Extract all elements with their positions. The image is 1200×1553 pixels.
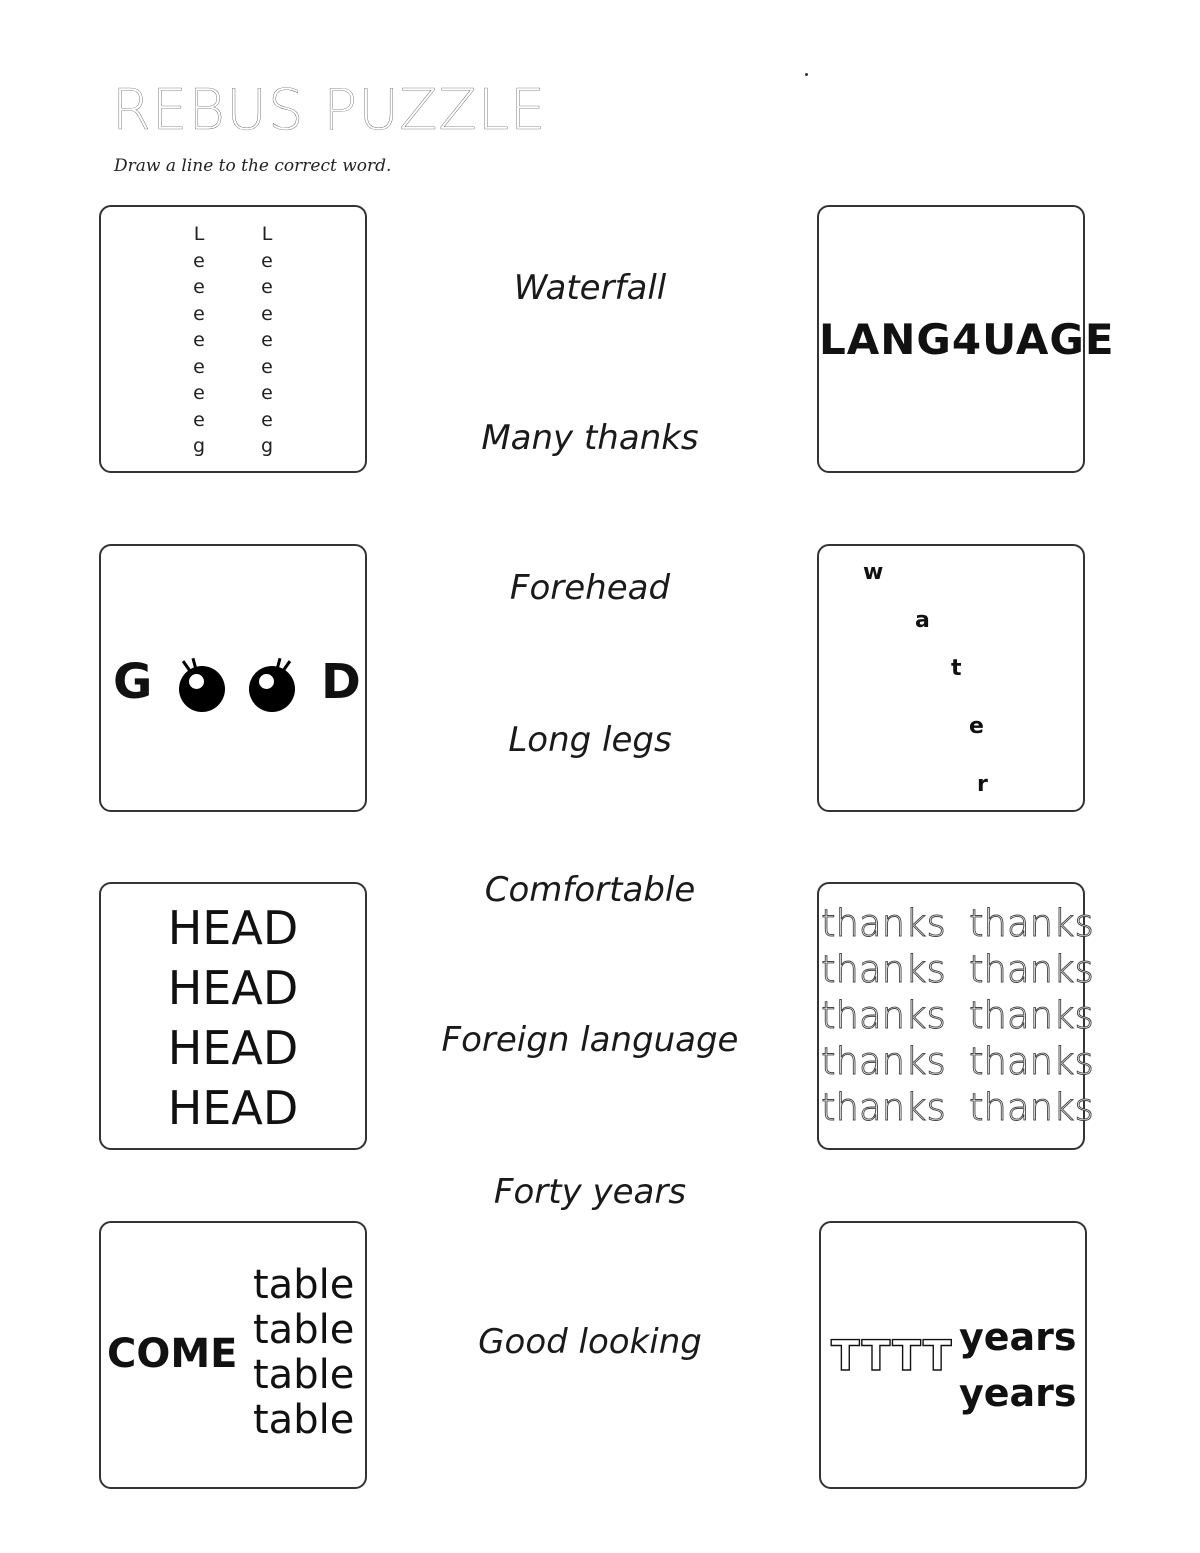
- column-letter: e: [261, 302, 273, 325]
- letter-a: a: [915, 608, 930, 633]
- column-letter: L: [261, 223, 273, 245]
- puzzle-box-good-looking: [99, 544, 367, 812]
- thanks-word: thanks: [821, 1086, 946, 1129]
- word-foreign-language[interactable]: Foreign language: [441, 1020, 739, 1060]
- word-comfortable[interactable]: Comfortable: [484, 870, 696, 910]
- eye-icon: [249, 666, 295, 712]
- tttt-text: TTTT: [831, 1331, 953, 1380]
- word-forehead[interactable]: Forehead: [509, 568, 671, 608]
- table-line: table: [253, 1307, 355, 1353]
- thanks-word: thanks: [821, 948, 946, 991]
- page-title: REBUS PUZZLE: [112, 78, 547, 143]
- thanks-word: thanks: [969, 902, 1094, 945]
- column-letter: e: [193, 302, 205, 325]
- good-looking-rebus: [101, 654, 365, 714]
- thanks-word: thanks: [969, 1086, 1094, 1129]
- column-letter: g: [261, 435, 274, 457]
- head-line: HEAD: [167, 961, 299, 1015]
- puzzle-box-long-legs: [99, 205, 367, 473]
- column-letter: e: [261, 276, 273, 298]
- column-letter: L: [193, 223, 205, 245]
- column-letter: e: [261, 249, 273, 272]
- column-letter: g: [193, 435, 206, 457]
- word-waterfall[interactable]: Waterfall: [513, 268, 667, 308]
- language-text: LANG4UAGE: [819, 315, 1115, 364]
- column-letter: e: [193, 382, 205, 404]
- thanks-word: thanks: [821, 1040, 946, 1083]
- word-many-thanks[interactable]: Many thanks: [481, 418, 699, 458]
- puzzle-box-language: [817, 205, 1115, 473]
- thanks-word: thanks: [969, 948, 1094, 991]
- puzzle-box-forehead: [99, 882, 367, 1150]
- letter-t: t: [951, 656, 962, 681]
- years-stack: [959, 1309, 1077, 1421]
- come-text: COME: [107, 1331, 238, 1377]
- letter-w: w: [863, 560, 884, 585]
- table-line: table: [253, 1352, 355, 1398]
- column-letter: e: [261, 408, 273, 431]
- column-letter: e: [193, 249, 205, 272]
- table-stack: [253, 1263, 354, 1443]
- word-forty-years[interactable]: Forty years: [493, 1172, 687, 1212]
- column-letter: e: [193, 276, 205, 298]
- head-line: HEAD: [167, 1081, 299, 1135]
- column-letter: e: [193, 329, 205, 351]
- letter-d: D: [321, 654, 361, 710]
- letter-column-right: [261, 221, 273, 460]
- word-long-legs[interactable]: Long legs: [508, 720, 672, 760]
- thanks-word: thanks: [821, 902, 946, 945]
- column-letter: e: [261, 382, 273, 404]
- column-letter: e: [261, 329, 273, 351]
- puzzle-box-comfortable: [99, 1221, 367, 1489]
- instruction-text: Draw a line to the correct word.: [114, 156, 392, 176]
- thanks-grid: [821, 902, 1094, 1129]
- letter-g: G: [113, 654, 153, 710]
- years-line: years: [959, 1315, 1077, 1359]
- thanks-word: thanks: [969, 994, 1094, 1037]
- puzzle-box-many-thanks: [817, 882, 1094, 1150]
- table-line: table: [253, 1397, 355, 1443]
- letter-e: e: [969, 714, 984, 739]
- head-stack: [101, 898, 365, 1138]
- stray-dot: [805, 73, 808, 76]
- puzzle-box-waterfall: [817, 544, 1085, 812]
- table-line: table: [253, 1262, 355, 1308]
- letter-r: r: [977, 772, 988, 797]
- puzzle-box-forty-years: [819, 1221, 1087, 1489]
- years-line: years: [959, 1371, 1077, 1415]
- thanks-word: thanks: [821, 994, 946, 1037]
- head-line: HEAD: [167, 901, 299, 955]
- letter-column-left: [193, 221, 205, 460]
- eye-icon: [179, 666, 225, 712]
- head-line: HEAD: [167, 1021, 299, 1075]
- column-letter: e: [193, 355, 205, 378]
- thanks-word: thanks: [969, 1040, 1094, 1083]
- column-letter: e: [261, 355, 273, 378]
- word-good-looking[interactable]: Good looking: [478, 1322, 702, 1362]
- column-letter: e: [193, 408, 205, 431]
